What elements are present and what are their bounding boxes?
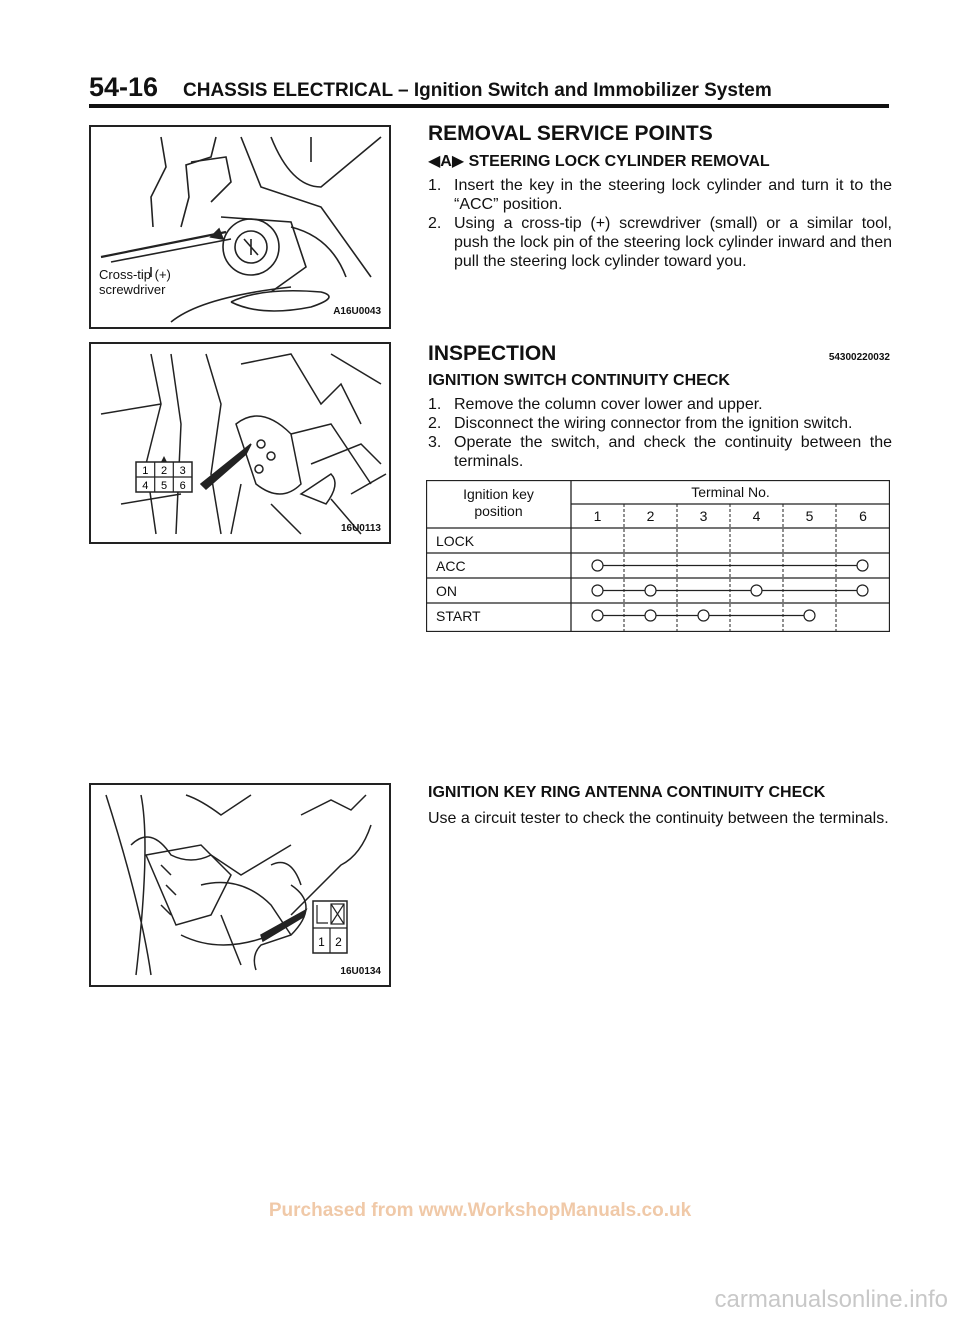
continuity-marker: [698, 610, 709, 621]
pin-label: 2: [335, 935, 342, 949]
steering-lock-illustration: [91, 127, 389, 327]
callout-line-1: Cross-tip (+): [99, 267, 171, 282]
inspection-step: [428, 414, 890, 433]
terminal-header: 1: [593, 508, 602, 524]
inspection-code: 54300220032: [828, 352, 890, 363]
terminal-header: 6: [859, 508, 867, 524]
figure-steering-lock-cylinder: [89, 125, 391, 329]
continuity-marker: [592, 610, 603, 621]
terminal-header: 4: [752, 508, 761, 524]
header-rule: [89, 104, 889, 108]
step-text: Remove the column cover lower and upper.: [454, 396, 763, 413]
inspection-subheading: IGNITION SWITCH CONTINUITY CHECK: [428, 372, 730, 389]
pin-label: 3: [179, 465, 186, 477]
subheading-text: STEERING LOCK CYLINDER REMOVAL: [468, 153, 770, 170]
continuity-table: [426, 480, 890, 632]
removal-step: [428, 176, 890, 214]
step-text: Operate the switch, and check the continuity between the terminals.: [454, 434, 892, 470]
step-number: 3.: [428, 434, 442, 451]
inspection-heading: INSPECTION: [428, 342, 557, 365]
page-title: CHASSIS ELECTRICAL – Ignition Switch and Immobilizer System: [183, 80, 772, 101]
callout-line-2: screwdriver: [99, 282, 166, 297]
pin-label: 2: [160, 465, 168, 477]
row-position-label: LOCK: [436, 533, 475, 549]
continuity-marker: [645, 585, 656, 596]
pin-label: 1: [318, 935, 325, 949]
pin-label: 4: [142, 480, 149, 492]
pin-label: 6: [179, 480, 186, 492]
row-position-label: START: [436, 608, 481, 624]
terminal-header: 2: [646, 508, 655, 524]
figure-code: A16U0043: [333, 306, 381, 317]
removal-subheading: [428, 151, 770, 171]
section-marker: ◀A▶: [428, 153, 465, 170]
removal-heading: REMOVAL SERVICE POINTS: [428, 122, 713, 145]
terminal-header: 5: [805, 508, 814, 524]
step-text: Disconnect the wiring connector from the ignition switch.: [454, 415, 853, 432]
row-header-label: [426, 486, 571, 520]
continuity-marker: [857, 560, 868, 571]
continuity-marker: [751, 585, 762, 596]
step-text: Insert the key in the steering lock cylinder and turn it to the “ACC” position.: [454, 177, 892, 213]
step-number: 1.: [428, 396, 442, 413]
row-header-line-1: Ignition key: [463, 486, 534, 502]
continuity-marker: [857, 585, 868, 596]
figure-code: 16U0134: [340, 966, 381, 977]
row-header-line-2: position: [474, 503, 523, 519]
terminal-header: 3: [699, 508, 708, 524]
step-text: Using a cross-tip (+) screwdriver (small) or a similar tool, push the lock pin of the steering lock cylinder inward and then pull the steering lock cylinder toward you.: [454, 215, 892, 270]
row-position-label: ON: [436, 583, 457, 599]
pin-label: 5: [160, 480, 168, 492]
step-number: 2.: [428, 215, 442, 232]
figure-callout-label: [99, 267, 171, 297]
continuity-marker: [804, 610, 815, 621]
continuity-marker: [592, 585, 603, 596]
figure-key-ring-antenna: [89, 783, 391, 987]
antenna-illustration: [91, 785, 389, 985]
step-number: 1.: [428, 177, 442, 194]
page-number: 54-16: [89, 72, 159, 102]
continuity-marker: [645, 610, 656, 621]
antenna-subheading: IGNITION KEY RING ANTENNA CONTINUITY CHECK: [428, 784, 826, 801]
removal-step: [428, 214, 890, 271]
terminal-group-header: Terminal No.: [691, 484, 770, 500]
antenna-text: Use a circuit tester to check the continuity between the terminals.: [428, 810, 889, 827]
footer-site-watermark: carmanualsonline.info: [714, 1286, 948, 1313]
figure-code: 16U0113: [340, 523, 381, 534]
figure-ignition-switch-connector: [89, 342, 391, 544]
continuity-marker: [592, 560, 603, 571]
purchase-watermark: Purchased from www.WorkshopManuals.co.uk: [268, 1200, 692, 1221]
inspection-step: [428, 433, 890, 471]
step-number: 2.: [428, 415, 442, 432]
inspection-step: [428, 395, 890, 414]
ignition-switch-illustration: [91, 344, 389, 542]
pin-label: 1: [142, 465, 149, 477]
row-position-label: ACC: [436, 558, 466, 574]
